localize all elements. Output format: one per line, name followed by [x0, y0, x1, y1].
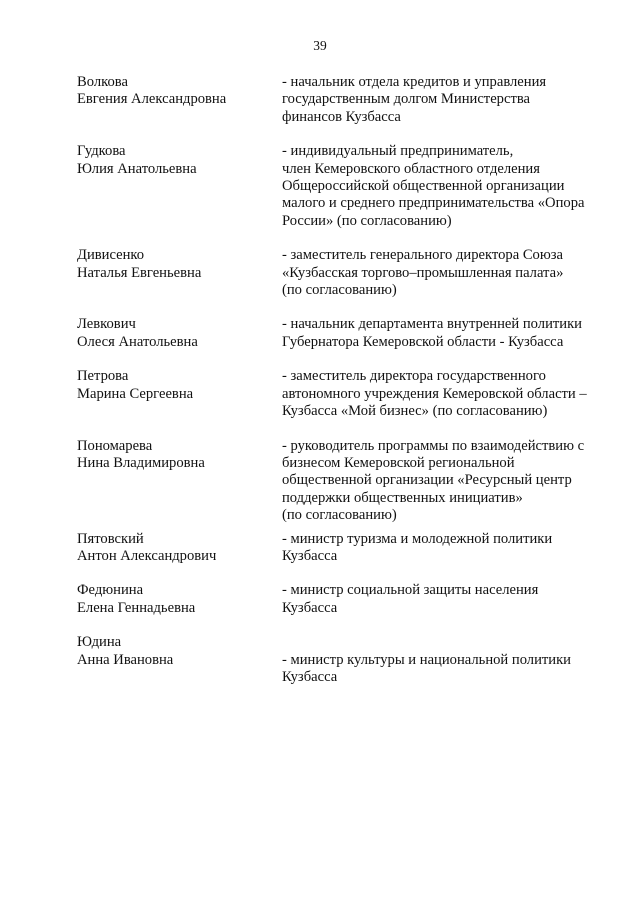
member-name: [77, 143, 282, 230]
member-entry: [77, 531, 622, 566]
position-line: - руководитель программы по взаимодействию с: [282, 437, 585, 454]
member-position: [282, 368, 622, 420]
member-given-names: Нина Владимировна: [77, 454, 205, 471]
position-line: (по согласованию): [282, 507, 397, 524]
member-name: [77, 316, 282, 351]
member-position: [282, 247, 622, 299]
member-surname: Юдина: [77, 634, 122, 651]
member-given-names: Марина Сергеевна: [77, 385, 194, 402]
member-name: [77, 247, 282, 299]
position-line: Кузбасса: [282, 668, 338, 685]
position-line: Общероссийской общественной организации: [282, 178, 565, 195]
member-name: [77, 368, 282, 420]
member-surname: Пономарева: [77, 437, 153, 454]
position-line: «Кузбасская торгово–промышленная палата»: [282, 264, 564, 281]
member-given-names: Евгения Александровна: [77, 91, 227, 108]
position-line: малого и среднего предпринимательства «Опора: [282, 195, 585, 212]
member-given-names: Наталья Евгеньевна: [77, 264, 202, 281]
member-list: [77, 74, 622, 703]
member-position: [282, 634, 622, 686]
position-line: общественной организации «Ресурсный центр: [282, 472, 572, 489]
member-entry: [77, 634, 622, 686]
member-surname: Петрова: [77, 368, 129, 385]
member-position: [282, 316, 622, 351]
position-line: (по согласованию): [282, 282, 397, 299]
position-line: России» (по согласованию): [282, 212, 452, 229]
member-entry: [77, 582, 622, 617]
member-surname: Пятовский: [77, 530, 144, 547]
member-surname: Волкова: [77, 74, 128, 90]
position-line: автономного учреждения Кемеровской области –: [282, 385, 587, 402]
member-given-names: Анна Ивановна: [77, 651, 174, 668]
member-position: [282, 582, 622, 617]
member-name: [77, 438, 282, 525]
position-line: член Кемеровского областного отделения: [282, 160, 540, 177]
member-entry: [77, 247, 622, 299]
position-line: - индивидуальный предприниматель,: [282, 143, 514, 160]
position-line: финансов Кузбасса: [282, 108, 401, 125]
position-line: - начальник департамента внутренней политики: [282, 316, 582, 333]
position-line: Кузбасса «Мой бизнес» (по согласованию): [282, 403, 548, 420]
member-position: [282, 143, 622, 230]
member-position: [282, 74, 622, 126]
page-number: 39: [313, 38, 327, 53]
member-position: [282, 531, 622, 566]
member-given-names: Олеся Анатольевна: [77, 333, 198, 350]
position-line: - заместитель директора государственного: [282, 368, 546, 385]
position-line: Кузбасса: [282, 599, 338, 616]
member-surname: Дивисенко: [77, 247, 145, 264]
member-entry: [77, 438, 622, 525]
member-entry: [77, 316, 622, 351]
position-line: - заместитель генерального директора Союза: [282, 247, 563, 264]
member-surname: Левкович: [77, 316, 136, 333]
position-line: - министр туризма и молодежной политики: [282, 530, 553, 547]
position-line: - министр культуры и национальной политики: [282, 651, 571, 668]
position-line: поддержки общественных инициатив»: [282, 489, 523, 506]
member-given-names: Юлия Анатольевна: [77, 160, 197, 177]
position-line: Губернатора Кемеровской области - Кузбасса: [282, 333, 564, 350]
member-name: [77, 582, 282, 617]
member-given-names: Елена Геннадьевна: [77, 599, 196, 616]
member-entry: [77, 368, 622, 420]
position-line: Кузбасса: [282, 547, 338, 564]
member-name: [77, 74, 282, 126]
position-line: бизнесом Кемеровской региональной: [282, 454, 515, 471]
position-line: государственным долгом Министерства: [282, 91, 530, 108]
member-entry: [77, 74, 622, 126]
member-name: [77, 531, 282, 566]
member-entry: [77, 143, 622, 230]
position-line: - министр социальной защиты населения: [282, 582, 539, 599]
member-given-names: Антон Александрович: [77, 547, 217, 564]
position-line: - начальник отдела кредитов и управления: [282, 74, 547, 90]
member-surname: Гудкова: [77, 143, 126, 160]
member-surname: Федюнина: [77, 582, 144, 599]
member-name: [77, 634, 282, 686]
member-position: [282, 438, 622, 525]
